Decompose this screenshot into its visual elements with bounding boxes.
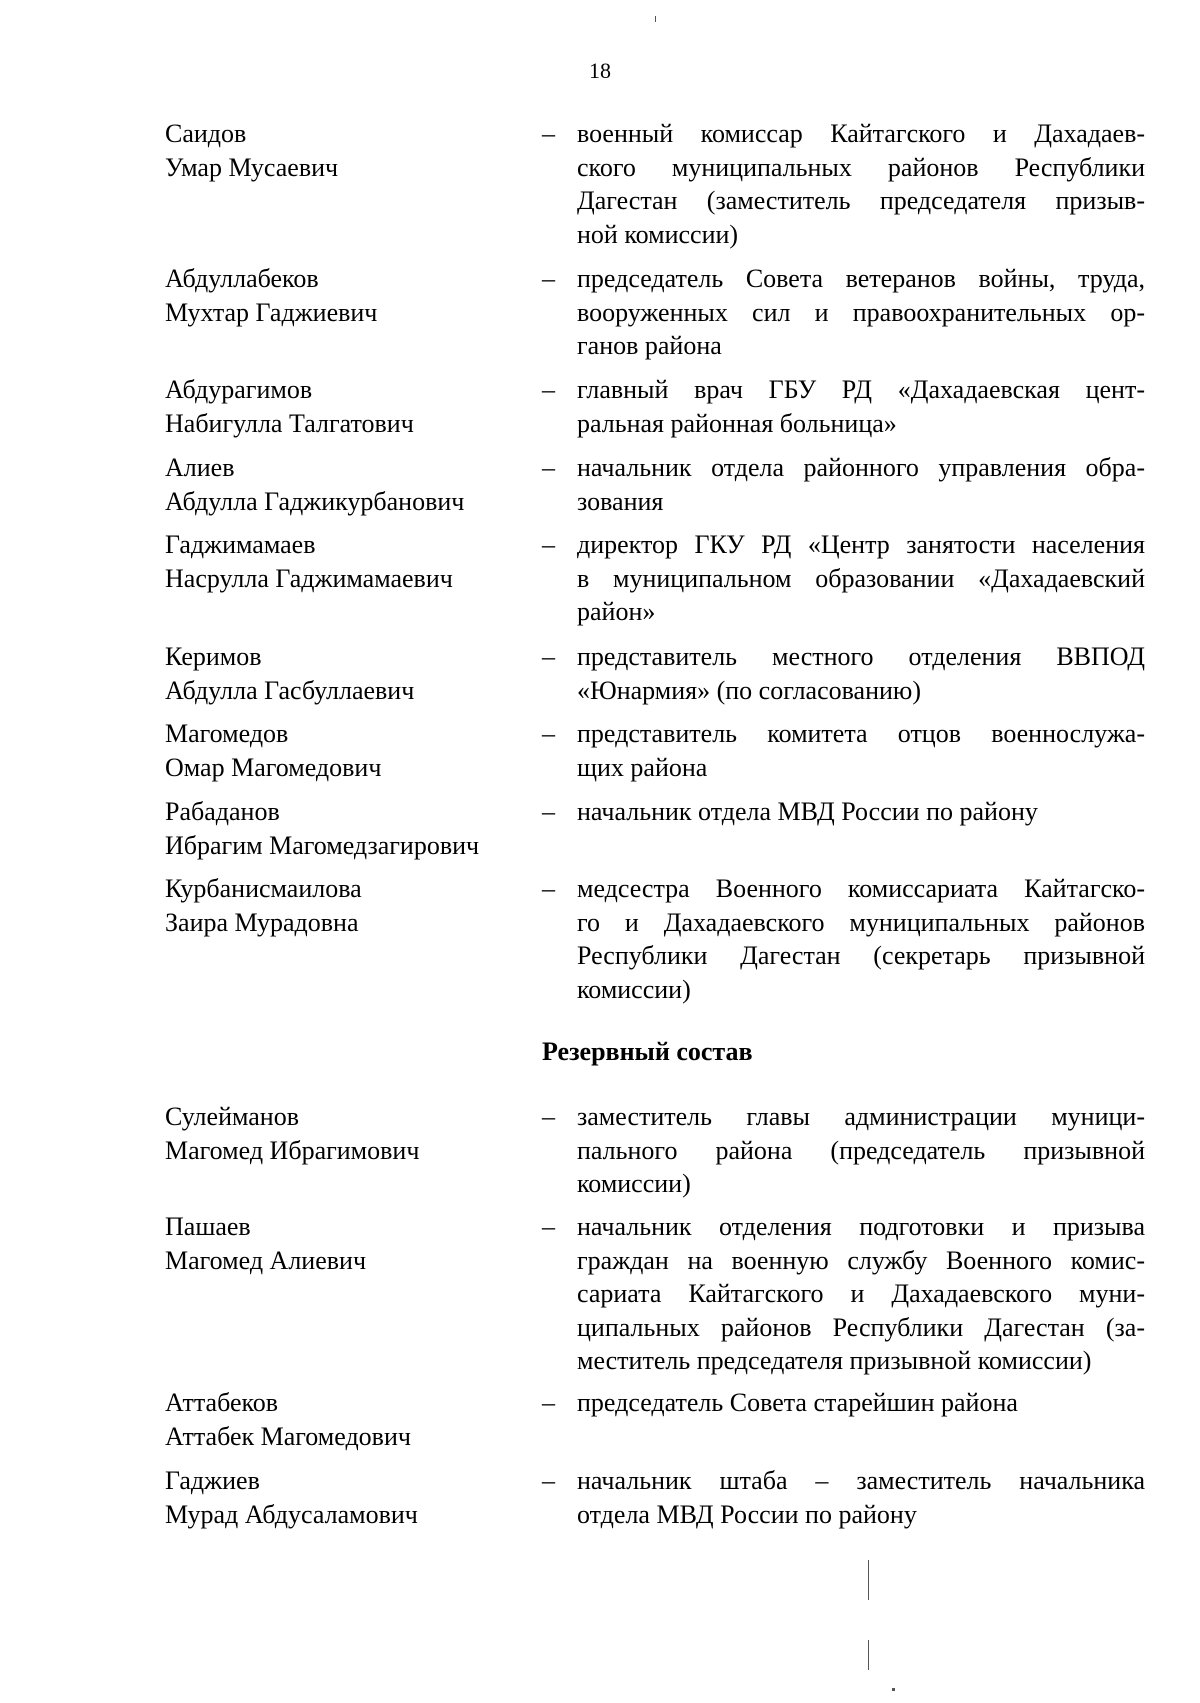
role-line: Дагестан (заместитель председателя призыв- xyxy=(577,186,1145,215)
member-role xyxy=(577,528,1145,629)
page-number: 18 xyxy=(589,58,611,83)
member-name xyxy=(165,117,535,185)
given-name-patronymic: Аттабек Магомедович xyxy=(165,1422,411,1451)
given-name-patronymic: Абдулла Гасбуллаевич xyxy=(165,676,415,705)
dash-separator: – xyxy=(542,1466,555,1495)
role-line: представитель местного отделения ВВПОД xyxy=(577,642,1145,671)
member-role xyxy=(577,451,1145,518)
member-name xyxy=(165,640,535,708)
surname: Алиев xyxy=(165,453,235,482)
scan-speck xyxy=(655,16,656,22)
surname: Рабаданов xyxy=(165,797,280,826)
given-name-patronymic: Набигулла Талгатович xyxy=(165,409,414,438)
dash-separator: – xyxy=(542,119,555,148)
dash-separator: – xyxy=(542,453,555,482)
dash-separator: – xyxy=(542,719,555,748)
member-role xyxy=(577,1464,1145,1531)
role-line: зования xyxy=(577,486,664,516)
role-line: ной комиссии) xyxy=(577,219,739,249)
role-line: отдела МВД России по району xyxy=(577,1499,917,1529)
member-role xyxy=(577,717,1145,784)
member-name xyxy=(165,795,535,863)
role-line: «Юнармия» (по согласованию) xyxy=(577,675,922,705)
given-name-patronymic: Умар Мусаевич xyxy=(165,153,339,182)
reserve-section-title: Резервный состав xyxy=(542,1037,753,1066)
given-name-patronymic: Мухтар Гаджиевич xyxy=(165,298,378,327)
scan-speck xyxy=(892,1688,895,1691)
dash-separator: – xyxy=(542,642,555,671)
member-name xyxy=(165,872,535,940)
surname: Аттабеков xyxy=(165,1388,279,1417)
dash-separator: – xyxy=(542,874,555,903)
member-name xyxy=(165,1100,535,1168)
surname: Абдуллабеков xyxy=(165,264,319,293)
role-line: председатель Совета старейшин района xyxy=(577,1388,1018,1417)
scan-speck xyxy=(868,1640,869,1670)
role-line: меститель председателя призывной комиссии) xyxy=(577,1346,1092,1375)
given-name-patronymic: Мурад Абдусаламович xyxy=(165,1500,418,1529)
dash-separator: – xyxy=(542,264,555,293)
dash-separator: – xyxy=(542,797,555,826)
given-name-patronymic: Насрулла Гаджимамаевич xyxy=(165,564,453,593)
role-line: ганов района xyxy=(577,331,722,360)
member-role xyxy=(577,262,1145,363)
member-name xyxy=(165,717,535,785)
dash-separator: – xyxy=(542,530,555,559)
role-line: медсестра Военного комиссариата Кайтагско- xyxy=(577,874,1145,903)
role-line: Республики Дагестан (секретарь призывной xyxy=(577,941,1145,970)
role-line: главный врач ГБУ РД «Дахадаевская цент- xyxy=(577,375,1145,404)
given-name-patronymic: Заира Мурадовна xyxy=(165,908,359,937)
given-name-patronymic: Абдулла Гаджикурбанович xyxy=(165,487,465,516)
member-role xyxy=(577,1100,1145,1201)
role-line: пального района (председатель призывной xyxy=(577,1135,1145,1165)
member-role xyxy=(577,640,1145,707)
member-role xyxy=(577,373,1145,440)
role-line: ского муниципальных районов Республики xyxy=(577,152,1145,182)
member-name xyxy=(165,373,535,441)
role-line: район» xyxy=(577,597,656,626)
role-line: начальник отделения подготовки и призыва xyxy=(577,1212,1145,1241)
role-line: в муниципальном образовании «Дахадаевский xyxy=(577,563,1145,593)
given-name-patronymic: Магомед Алиевич xyxy=(165,1246,367,1275)
role-line: го и Дахадаевского муниципальных районов xyxy=(577,907,1145,937)
member-role xyxy=(577,1210,1145,1378)
dash-separator: – xyxy=(542,1212,555,1241)
surname: Саидов xyxy=(165,119,247,148)
role-line: ципальных районов Республики Дагестан (за- xyxy=(577,1312,1145,1342)
role-line: ральная районная больница» xyxy=(577,408,897,438)
surname: Керимов xyxy=(165,642,262,671)
scan-speck xyxy=(868,1560,869,1600)
given-name-patronymic: Ибрагим Магомедзагирович xyxy=(165,831,480,860)
dash-separator: – xyxy=(542,1388,555,1417)
surname: Сулейманов xyxy=(165,1102,299,1131)
surname: Курбанисмаилова xyxy=(165,874,362,903)
role-line: начальник штаба – заместитель начальника xyxy=(577,1466,1145,1495)
role-line: представитель комитета отцов военнослужа- xyxy=(577,719,1145,748)
member-name xyxy=(165,451,535,519)
given-name-patronymic: Магомед Ибрагимович xyxy=(165,1136,420,1165)
role-line: директор ГКУ РД «Центр занятости населения xyxy=(577,530,1145,559)
member-name xyxy=(165,1386,535,1454)
dash-separator: – xyxy=(542,375,555,404)
member-name xyxy=(165,1210,535,1278)
role-line: начальник отдела районного управления обра- xyxy=(577,453,1145,482)
member-role xyxy=(577,795,1145,829)
member-role xyxy=(577,1386,1145,1420)
role-line: военный комиссар Кайтагского и Дахадаев- xyxy=(577,119,1145,148)
surname: Гаджимамаев xyxy=(165,530,316,559)
role-line: начальник отдела МВД России по району xyxy=(577,797,1038,826)
surname: Магомедов xyxy=(165,719,289,748)
role-line: щих района xyxy=(577,752,708,782)
member-role xyxy=(577,117,1145,251)
member-name xyxy=(165,1464,535,1532)
given-name-patronymic: Омар Магомедович xyxy=(165,753,382,782)
dash-separator: – xyxy=(542,1102,555,1131)
role-line: председатель Совета ветеранов войны, труда, xyxy=(577,264,1145,293)
member-name xyxy=(165,528,535,596)
role-line: сариата Кайтагского и Дахадаевского муни- xyxy=(577,1279,1145,1308)
role-line: комиссии) xyxy=(577,1169,691,1198)
role-line: вооруженных сил и правоохранительных ор- xyxy=(577,297,1145,327)
member-name xyxy=(165,262,535,330)
role-line: заместитель главы администрации муници- xyxy=(577,1102,1145,1131)
role-line: граждан на военную службу Военного комис- xyxy=(577,1245,1145,1275)
surname: Пашаев xyxy=(165,1212,251,1241)
surname: Гаджиев xyxy=(165,1466,260,1495)
member-role xyxy=(577,872,1145,1006)
role-line: комиссии) xyxy=(577,974,691,1004)
surname: Абдурагимов xyxy=(165,375,313,404)
